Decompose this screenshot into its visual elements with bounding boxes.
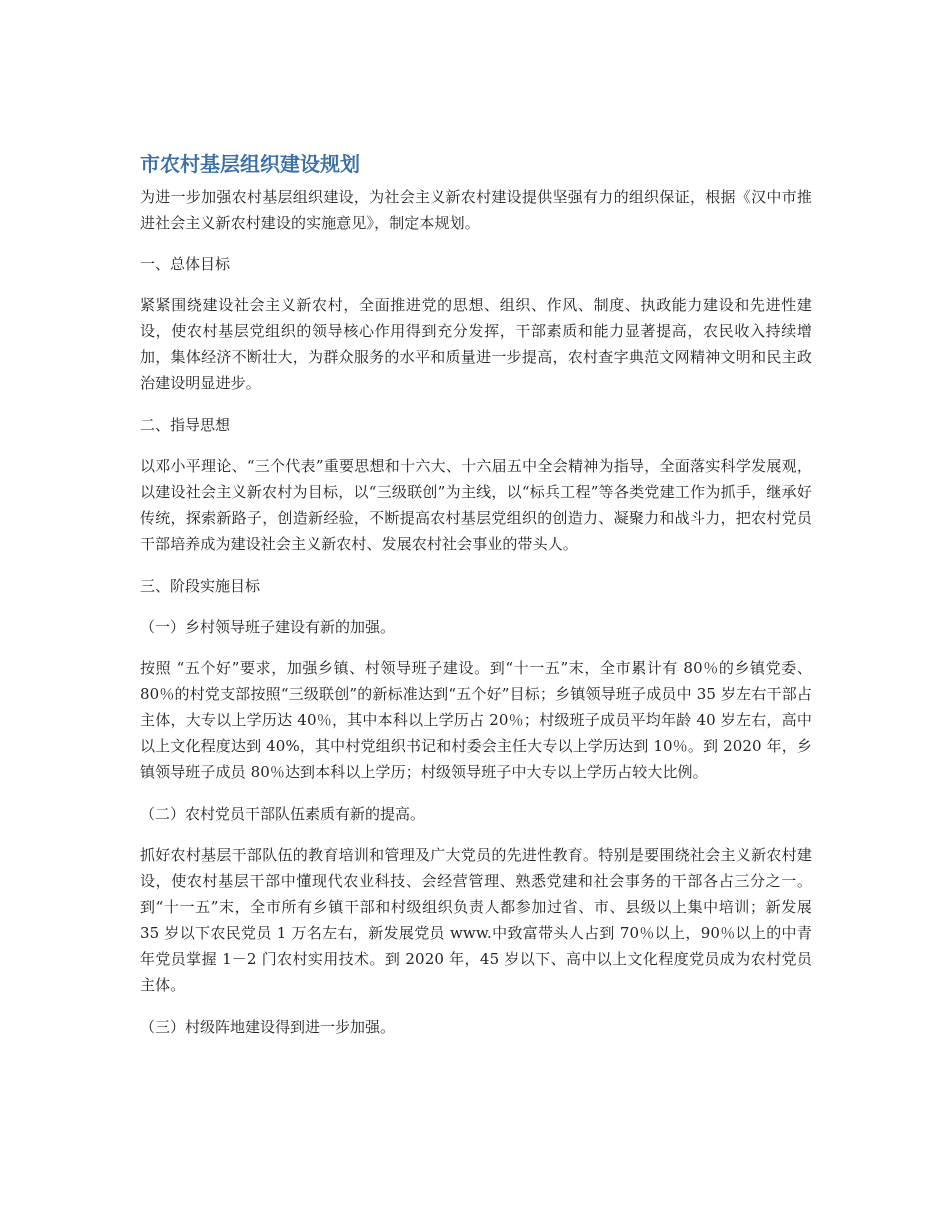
subsection-body-leadership: 按照 “五个好”要求，加强乡镇、村领导班子建设。到“十一五”末，全市累计有 80％的乡镇党委、80％的村党支部按照“三级联创”的新标准达到“五个好”目标；乡镇领导班子成员中 35 岁左右干部占主体，大专以上学历达 40％，其中本科以上学历占 20％；村级班子成员平均年龄 40 岁左右，高中以上文化程度达到 40%，其中村党组织书记和村委会主任大专以上学历达到 10％。到 2020 年，乡镇领导班子成员 80％达到本科以上学历；村级领导班子中大专以上学历占较大比例。	[140, 659, 812, 781]
section-heading-overall-goal: 一、总体目标	[140, 255, 231, 273]
subsection-heading-cadre-quality: （二）农村党员干部队伍素质有新的提高。	[140, 805, 426, 823]
section-heading-guiding-ideology: 二、指导思想	[140, 416, 231, 434]
subsection-heading-leadership: （一）乡村领导班子建设有新的加强。	[140, 618, 396, 636]
section-body-guiding-ideology: 以邓小平理论、“三个代表”重要思想和十六大、十六届五中全会精神为指导，全面落实科学发展观，以建设社会主义新农村为目标，以“三级联创”为主线，以“标兵工程”等各类党建工作为抓手，继承好传统，探索新路子，创造新经验，不断提高农村基层党组织的创造力、凝聚力和战斗力，把农村党员干部培养成为建设社会主义新农村、发展农村社会事业的带头人。	[140, 457, 812, 553]
subsection-heading-village-positions: （三）村级阵地建设得到进一步加强。	[140, 1018, 396, 1036]
intro-paragraph: 为进一步加强农村基层组织建设，为社会主义新农村建设提供坚强有力的组织保证，根据《汉中市推进社会主义新农村建设的实施意见》，制定本规划。	[140, 188, 812, 232]
section-heading-stage-goals: 三、阶段实施目标	[140, 577, 261, 595]
section-body-overall-goal: 紧紧围绕建设社会主义新农村，全面推进党的思想、组织、作风、制度、执政能力建设和先进性建设，使农村基层党组织的领导核心作用得到充分发挥，干部素质和能力显著提高，农民收入持续增加，集体经济不断壮大，为群众服务的水平和质量进一步提高，农村查字典范文网精神文明和民主政治建设明显进步。	[140, 296, 812, 392]
subsection-body-cadre-quality: 抓好农村基层干部队伍的教育培训和管理及广大党员的先进性教育。特别是要围绕社会主义新农村建设，使农村基层干部中懂现代农业科技、会经营管理、熟悉党建和社会事务的干部各占三分之一。到“十一五”末，全市所有乡镇干部和村级组织负责人都参加过省、市、县级以上集中培训；新发展 35 岁以下农民党员 1 万名左右，新发展党员 www.中致富带头人占到 70％以上，90％以上的中青年党员掌握 1－2 门农村实用技术。到 2020 年，45 岁以下、高中以上文化程度党员成为农村党员主体。	[140, 846, 812, 994]
document-page	[140, 148, 812, 1040]
document-title: 市农村基层组织建设规划	[140, 152, 360, 176]
